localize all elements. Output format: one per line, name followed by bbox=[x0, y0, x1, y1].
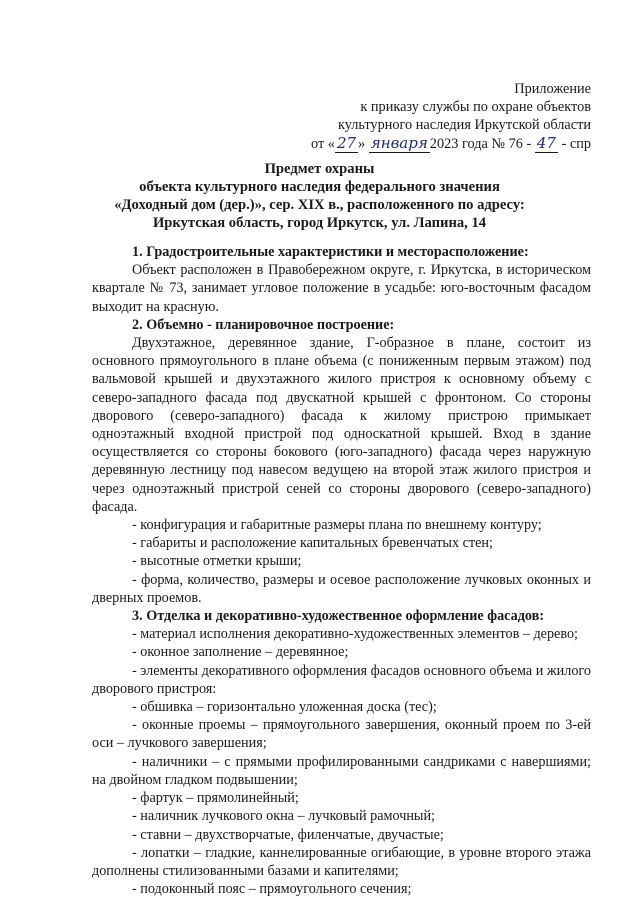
section-3-item: - оконное заполнение – деревянное; bbox=[132, 644, 349, 661]
section-1-heading: 1. Градостроительные характеристики и месторасположение: bbox=[132, 244, 529, 260]
annex-line-1: Приложение bbox=[514, 81, 591, 97]
date-mid: » bbox=[358, 136, 366, 152]
section-3-item: - наличник лучкового окна – лучковый рамочный; bbox=[132, 808, 435, 825]
date-year: 2023 года № 76 - bbox=[429, 136, 532, 152]
annex-date-line bbox=[291, 134, 591, 153]
section-2-item: - конфигурация и габаритные размеры плана по внешнему контуру; bbox=[132, 517, 542, 534]
section-2-text: Двухэтажное, деревянное здание, Г-образное в плане, состоит из основного прямоугольного в плане объема (с пониженным первым этажом) под вальмовой крышей и двухэтажного жилого пристроя к основному объему с северо-западного фасада под двускатной крышей с фронтоном. Со стороны дворового (северо-западного) фасада к жилому пристрою примыкает одноэтажный входной пристрой под односкатной крышей. Вход в здание осуществляется со стороны бокового (юго-западного) фасада через наружную деревянную лестницу под навесом ведущею на второй этаж жилого пристроя и через одноэтажный пристрой сеней со стороны дворового (северо-западного) фасада. bbox=[92, 335, 591, 515]
section-2-item: - габариты и расположение капитальных бревенчатых стен; bbox=[132, 535, 493, 552]
section-2-heading: 2. Объемно - планировочное построение: bbox=[132, 316, 395, 333]
document-title bbox=[40, 160, 599, 232]
section-2-item: - высотные отметки крыши; bbox=[132, 553, 302, 570]
document-body bbox=[92, 243, 591, 898]
section-3-heading: 3. Отделка и декоративно-художественное оформление фасадов: bbox=[132, 608, 545, 625]
annex-line-3: культурного наследия Иркутской области bbox=[338, 117, 591, 133]
section-3-item: - лопатки – гладкие, каннелированные огибающие, в уровне второго этажа дополнены стилизованными базами и капителями; bbox=[92, 844, 591, 879]
section-3-item: - элементы декоративного оформления фасадов основного объема и жилого дворового пристроя: bbox=[92, 662, 591, 697]
section-2-item: - форма, количество, размеры и осевое расположение лучковых оконных и дверных проемов. bbox=[92, 571, 591, 606]
title-line-1: Предмет охраны bbox=[264, 161, 375, 177]
section-3-item: - обшивка – горизонтально уложенная доска (тес); bbox=[132, 699, 437, 716]
annex-block bbox=[291, 80, 591, 153]
section-3-item: - фартук – прямолинейный; bbox=[132, 790, 299, 807]
section-3-item: - материал исполнения декоративно-художественных элементов – дерево; bbox=[132, 626, 578, 643]
section-3-item: - оконные проемы – прямоугольного завершения, оконный проем по 3-ей оси – лучкового завершения; bbox=[92, 717, 591, 752]
title-line-4: Иркутская область, город Иркутск, ул. Лапина, 14 bbox=[152, 215, 487, 231]
section-3-item: - ставни – двухстворчатые, филенчатые, двучастые; bbox=[132, 826, 444, 843]
handwritten-number: 47 bbox=[536, 134, 556, 152]
title-line-3: «Доходный дом (дер.)», сер. XIX в., расположенного по адресу: bbox=[114, 197, 525, 213]
handwritten-month: января bbox=[370, 134, 428, 152]
section-3-item: - подоконный пояс – прямоугольного сечения; bbox=[132, 881, 412, 898]
number-suffix: - спр bbox=[561, 136, 591, 152]
title-line-2: объекта культурного наследия федерального значения bbox=[139, 179, 500, 195]
section-3-item: - наличники – с прямыми профилированными сандриками с навершиями; на двойном гладком подвышении; bbox=[92, 753, 591, 788]
date-prefix: от « bbox=[311, 136, 335, 152]
handwritten-day: 27 bbox=[336, 134, 357, 152]
section-1-text: Объект расположен в Правобережном округе, г. Иркутска, в историческом квартале № 73, занимает угловое положение в усадьбе: юго-восточным фасадом выходит на красную. bbox=[92, 262, 591, 315]
annex-line-2: к приказу службы по охране объектов bbox=[360, 99, 591, 115]
